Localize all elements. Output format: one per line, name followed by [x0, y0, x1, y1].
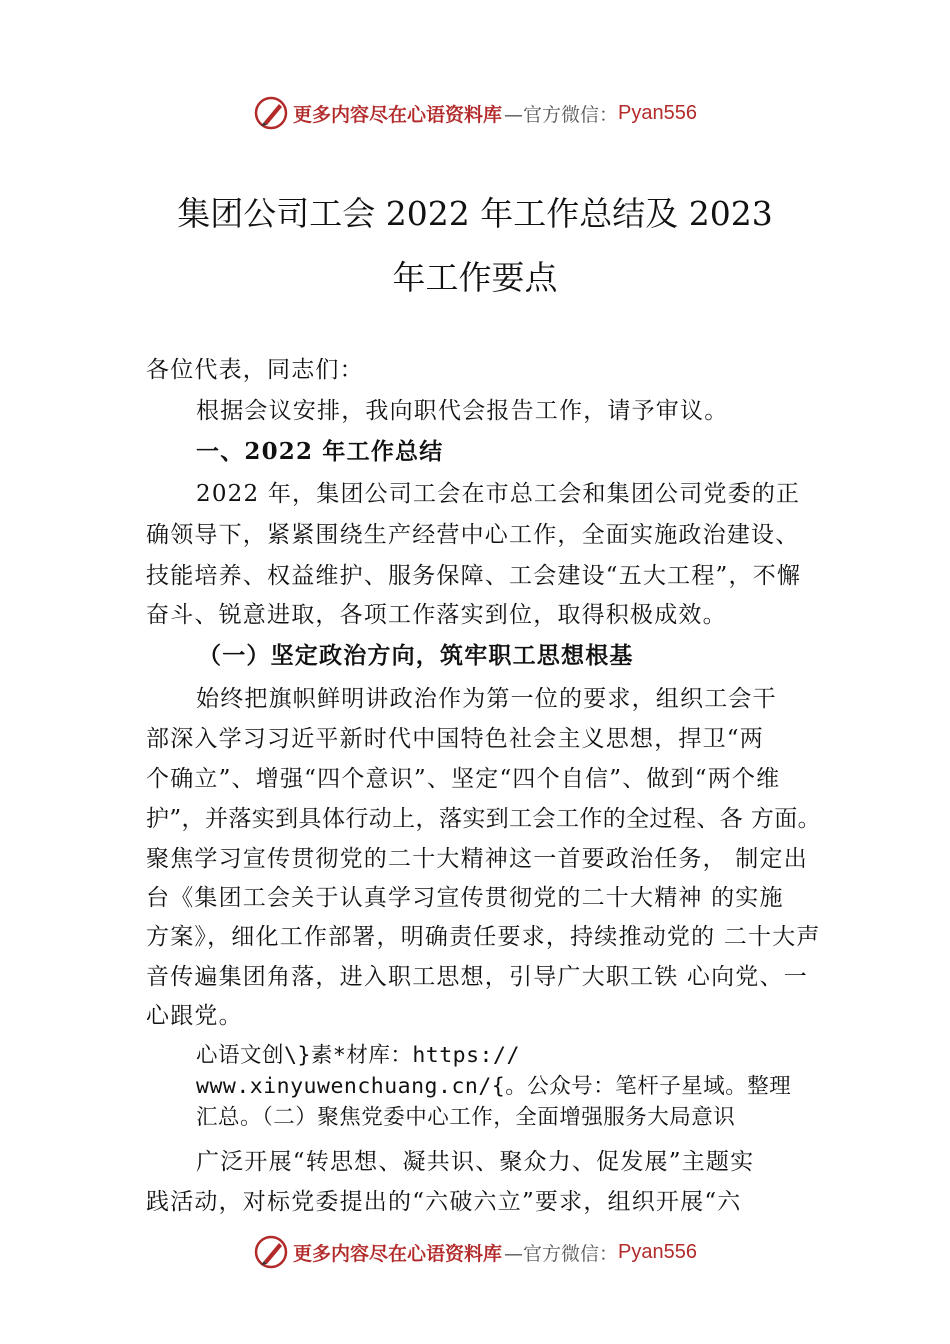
doc-title-line2: 年工作要点: [392, 258, 558, 297]
body-line: 方案》，细化工作部署，明确责任要求，持续推动党的 二十大声: [146, 924, 821, 950]
body-line: 根据会议安排，我向职代会报告工作，请予审议。: [196, 398, 729, 424]
body-line: 个确立”、增强“四个意识”、坚定“四个自信”、做到“两个维: [146, 766, 781, 792]
body-line: 护”，并落实到具体行动上，落实到工会工作的全过程、各 方面。: [146, 806, 822, 832]
body-line: 技能培养、权益维护、服务保障、工会建设“五大工程”，不懈: [146, 563, 802, 589]
body-line: 确领导下，紧紧围绕生产经营中心工作，全面实施政治建设、: [146, 522, 800, 548]
body-line: 部深入学习习近平新时代中国特色社会主义思想，捍卫“两: [146, 726, 764, 752]
footer-banner: [0, 1232, 950, 1272]
pen-logo-icon: [253, 1234, 289, 1270]
banner-library-text: 更多内容尽在心语资料库: [293, 1242, 503, 1265]
body-line: 聚焦学习宣传贯彻党的二十大精神这一首要政治任务， 制定出: [146, 846, 808, 872]
subsection-heading: （一）坚定政治方向，筑牢职工思想根基: [198, 642, 634, 669]
banner-wechat-label: —官方微信：: [504, 1242, 619, 1265]
body-line: 台《集团工会关于认真学习宣传贯彻党的二十大精神 的实施: [146, 885, 784, 911]
watermark-line: 心语文创\}素*材库：https://: [196, 1043, 520, 1068]
section-heading: 一、2022 年工作总结: [196, 438, 444, 465]
body-line: 践活动，对标党委提出的“六破六立”要求，组织开展“六: [146, 1189, 742, 1215]
banner-wechat-id: Pyan556: [618, 101, 697, 124]
body-line: 2022 年，集团公司工会在市总工会和集团公司党委的正: [196, 481, 801, 507]
body-line: 广泛开展“转思想、凝共识、聚众力、促发展”主题实: [196, 1149, 755, 1175]
banner-wechat-label: —官方微信：: [504, 103, 619, 126]
banner-wechat-id: Pyan556: [618, 1240, 697, 1263]
banner-library-text: 更多内容尽在心语资料库: [293, 103, 503, 126]
doc-title-line1: 集团公司工会 2022 年工作总结及 2023: [177, 194, 773, 233]
body-line: 始终把旗帜鲜明讲政治作为第一位的要求，组织工会干: [196, 686, 777, 712]
body-line: 音传遍集团角落，进入职工思想，引导广大职工铁 心向党、一: [146, 964, 808, 990]
body-line: 心跟党。: [146, 1003, 243, 1029]
body-line: 奋斗、锐意进取，各项工作落实到位，取得积极成效。: [146, 602, 727, 628]
salutation: 各位代表，同志们：: [146, 357, 364, 383]
watermark-line: www.xinyuwenchuang.cn/{。公众号：笔杆子星域。整理: [196, 1074, 792, 1099]
header-banner: [0, 93, 950, 133]
watermark-line: 汇总。（二）聚焦党委中心工作，全面增强服务大局意识: [196, 1105, 736, 1130]
pen-logo-icon: [253, 95, 289, 131]
